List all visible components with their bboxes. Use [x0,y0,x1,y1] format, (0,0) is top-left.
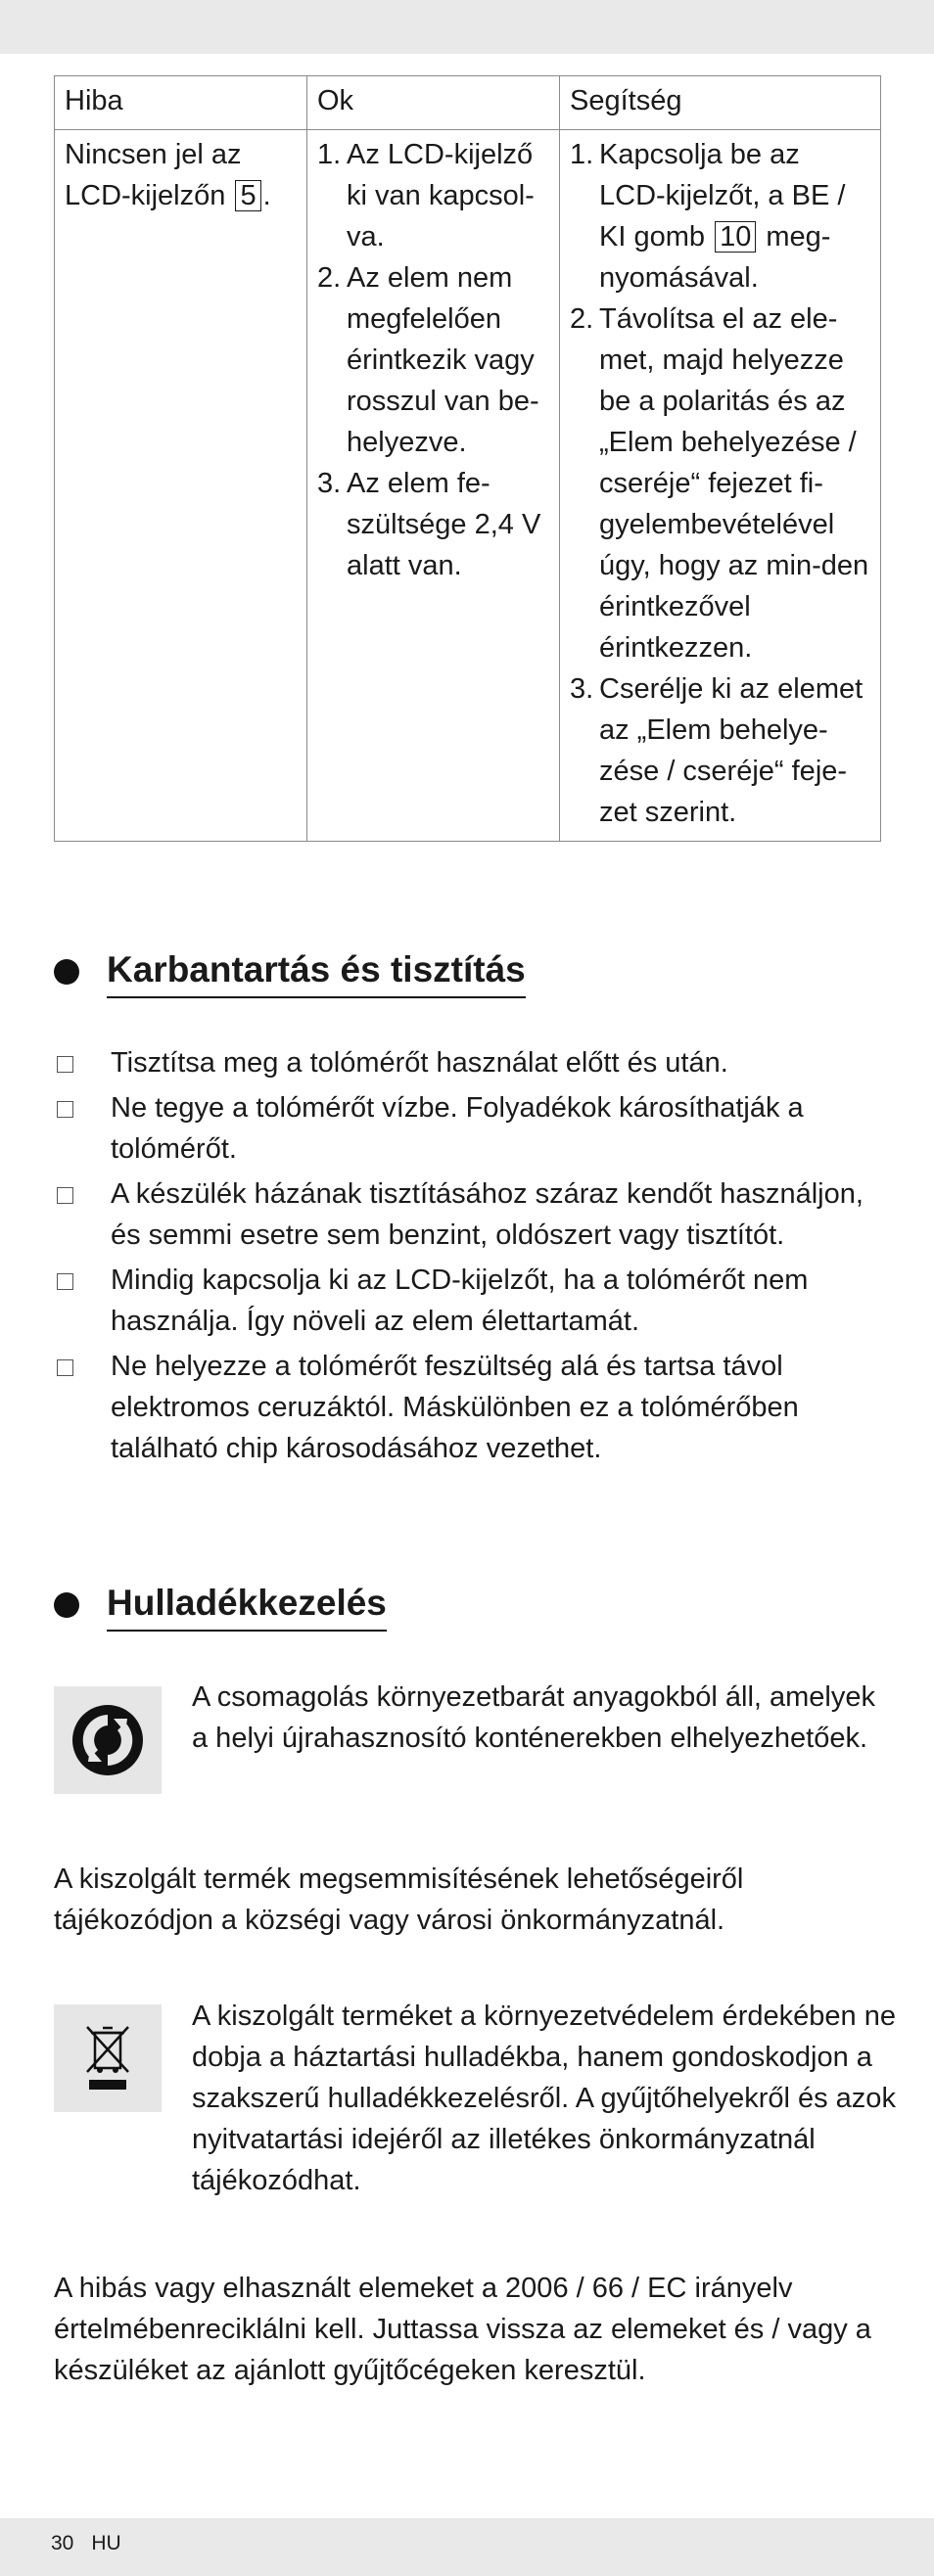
list-item: 3. Az elem fe-szültsége 2,4 V alatt van. [317,468,541,581]
list-item: 3. Cserélje ki az elemet az „Elem behelye-zése / cseréje“ feje-zet szerint. [570,673,864,828]
packaging-text: A csomagolás környezetbarát anyagokból áll, amelyek a helyi újrahasznosító konténerekben elhelyezhetőek. [192,1681,875,1754]
top-band [0,0,934,54]
error-end: . [262,180,271,211]
header-hiba: Hiba [55,76,307,130]
list-item: 1. Az LCD-kijelző ki van kapcsol-va. [317,139,535,253]
table-header-row [55,76,881,130]
bottom-band [0,2518,934,2576]
weee-text: A kiszolgált terméket a környezetvédelem érdekében ne dobja a háztartási hulladékba, hanem gondoskodjon a szakszerű hulladékkezelésről. A gyűjtőhelyekről és azok nyitvatartási idejéről az illetékes önkormányzatnál tájékozódhat. [192,2001,896,2196]
batteries-text: A hibás vagy elhasznált elemeket a 2006 / 66 / EC irányelv értelmébenreciklálni kell. Juttassa vissza az elemeket és / vagy a készüléket az ajánlott gyűjtőcégeken keresztül. [54,2273,871,2386]
troubleshooting-table [54,75,881,842]
list-item: A készülék házának tisztításához száraz kendőt használjon, és semmi esetre sem benzint, oldószert vagy tisztítót. [54,1173,886,1256]
disposal-info-text: A kiszolgált termék megsemmisítésének lehetőségeiről tájékozódjon a községi vagy városi önkormányzatnál. [54,1863,744,1936]
list-item: Tisztítsa meg a tolómérőt használat előtt és után. [54,1042,886,1083]
page-number: 30 [51,2532,74,2554]
help-cell [560,130,881,842]
ref-box-10: 10 [715,221,756,253]
list-item: Ne helyezze a tolómérőt feszültség alá és tartsa távol elektromos ceruzáktól. Máskülönben ez a tolómérőben található chip károsodásához vezethet. [54,1346,886,1469]
list-item: 2. Az elem nem megfelelően érintkezik vagy rosszul van be-helyezve. [317,262,539,458]
list-item: 2. Távolítsa el az ele-met, majd helyezze be a polaritás és az „Elem behelyezése / cseréje“ fejezet fi-gyelembevételével úgy, hogy az min-den érintkezővel érintkezzen. [570,303,869,664]
bullet-dot-icon [54,1592,79,1618]
green-dot-recycling-icon [54,1686,162,1794]
list-item: Ne tegye a tolómérőt vízbe. Folyadékok károsíthatják a tolómérőt. [54,1087,886,1170]
list-item: Mindig kapcsolja ki az LCD-kijelzőt, ha a tolómérőt nem használja. Így növeli az elem élettartamát. [54,1260,886,1342]
header-segitseg: Segítség [560,76,881,130]
language-code: HU [91,2532,121,2554]
disposal-heading: Hulladékkezelés [54,1579,387,1632]
list-item: 1. Kapcsolja be az LCD-kijelzőt, a BE / KI gomb 10 meg-nyomásával. [570,139,846,294]
error-cell [55,130,307,842]
maintenance-list [54,1042,886,1473]
bullet-dot-icon [54,959,79,985]
checkbox-square-icon [57,1359,73,1376]
header-ok: Ok [307,76,560,130]
checkbox-square-icon [57,1056,73,1073]
crossed-out-bin-icon [54,2004,162,2112]
checkbox-square-icon [57,1273,73,1290]
checkbox-square-icon [57,1187,73,1204]
maintenance-heading: Karbantartás és tisztítás [54,945,526,998]
checkbox-square-icon [57,1101,73,1118]
page-footer [51,2529,139,2558]
error-text: Nincsen jel az LCD-kijelzőn [65,139,242,211]
table-row [55,130,881,842]
cause-cell [307,130,560,842]
ref-box-5: 5 [235,180,260,211]
